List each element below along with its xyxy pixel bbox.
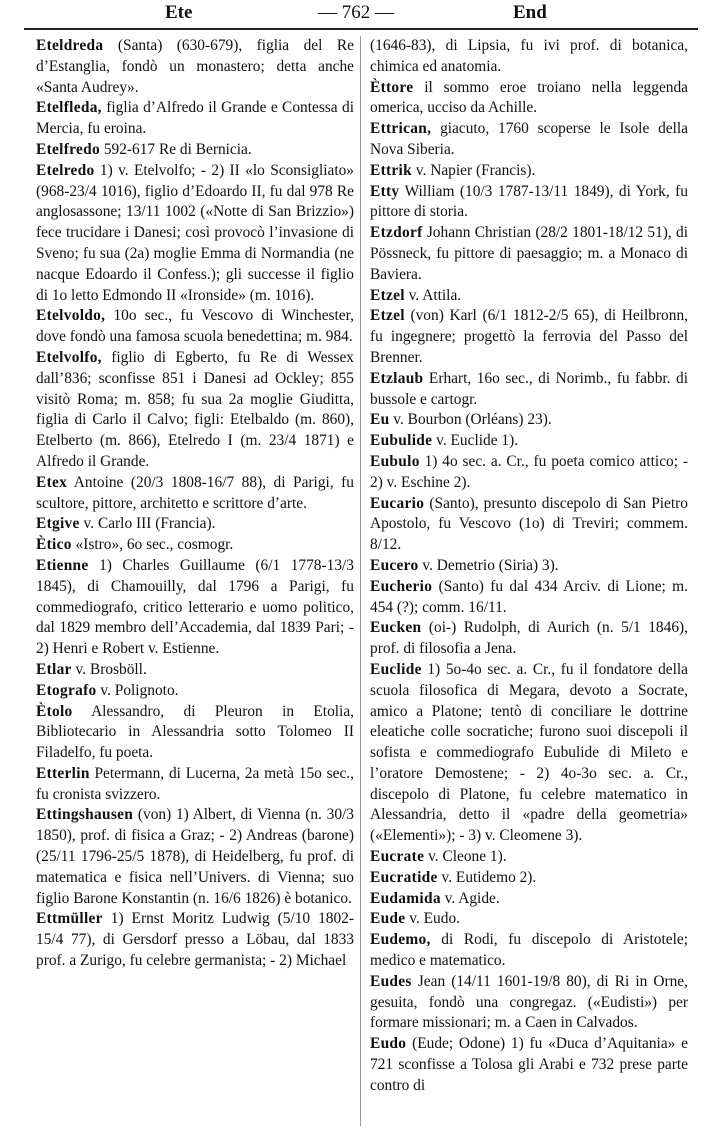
entry-headword: Etzlaub [370, 369, 424, 387]
dictionary-entry [36, 514, 354, 535]
dictionary-entry [36, 306, 354, 348]
entry-text: v. Euclide 1). [432, 432, 519, 450]
dictionary-entry [370, 223, 688, 285]
dictionary-entry [370, 161, 688, 182]
entry-headword: Eudemo, [370, 931, 431, 949]
dictionary-entry [370, 369, 688, 411]
entry-text: v. Bourbon (Orléans) 23). [389, 411, 552, 429]
entry-headword: Eudo [370, 1035, 407, 1053]
entry-headword: Eu [370, 411, 390, 429]
entry-text: il sommo eroe troiano nella leggenda omerica, ucciso da Achille. [370, 78, 688, 117]
dictionary-entry [370, 1034, 688, 1096]
entry-text: v. Eutidemo 2). [437, 868, 537, 886]
entry-text: 1) v. Etelvolfo; - 2) II «lo Sconsigliato» (968-23/4 1016), figlio d’Edoardo II, fu dal 978 Re anglosassone; 13/11 1002 («Notte di San Brizzio») fece trucidare i Danesi; così provocò l’invasione di Sveno; fu sua (2a) moglie Emma di Normandia (ne nacque Edoardo il Confess.); gli successe il figlio di 1o letto Edmondo II «Ironside» (m. 1016). [36, 161, 354, 304]
entry-headword: Eudamida [370, 889, 441, 907]
entry-headword: Eucario [370, 494, 425, 512]
entry-text: Jean (14/11 1601-19/8 80), di Ri in Orne, gesuita, fondò una congregaz. («Eudisti») per formare missionari; m. a Caen in Calvados. [370, 972, 688, 1032]
entry-text: figlia d’Alfredo il Grande e Contessa di Mercia, fu eroina. [36, 99, 354, 138]
dictionary-entry [36, 348, 354, 473]
dictionary-entry [370, 431, 688, 452]
dictionary-entry [36, 36, 354, 98]
entry-text: (Eude; Odone) 1) fu «Duca d’Aquitania» e 721 sconfisse a Tolosa gli Arabi e 732 prese parte contro di [370, 1035, 688, 1094]
dictionary-entry [370, 847, 688, 868]
entry-text: (Santo) fu dal 434 Arciv. di Lione; m. 454 (?); comm. 16/11. [370, 577, 688, 616]
entry-text: v. Attila. [404, 286, 462, 304]
entry-headword: Etgive [36, 515, 80, 533]
entry-headword: Euclide [370, 660, 422, 678]
entry-headword: Etex [36, 473, 68, 491]
entry-headword: Etterlin [36, 764, 90, 782]
dictionary-entry [370, 410, 688, 431]
entry-text: figlio di Egberto, fu Re di Wessex dall’836; sconfisse 851 i Danesi ad Ockley; 855 visitò Roma; m. 858; fu sua 2a moglie Giuditta, figlia di Carlo il Calvo; figli: Etelbaldo (m. 860), Etelberto (m. 866), Etelredo I (m. 23/4 1871) e Alfredo il Grande. [36, 348, 354, 470]
entry-headword: Ètolo [36, 702, 73, 720]
entry-text: v. Agide. [440, 889, 500, 907]
entry-headword: Etelfleda, [36, 99, 102, 117]
entry-headword: Ètico [36, 536, 72, 554]
entry-headword: Etelvolfo, [36, 348, 102, 366]
dictionary-entry [36, 909, 354, 971]
entry-text: v. Carlo III (Francia). [79, 515, 216, 533]
dictionary-entry [370, 972, 688, 1034]
entry-text: (1646-83), di Lipsia, fu ivi prof. di botanica, chimica ed anatomia. [370, 37, 688, 75]
dictionary-entry [36, 473, 354, 515]
dictionary-entry [370, 494, 688, 556]
header-right-guide-word: End [513, 2, 547, 23]
dictionary-entry [36, 805, 354, 909]
entry-headword: Èttore [370, 78, 414, 96]
entry-headword: Ettrik [370, 161, 412, 179]
header-rule [24, 28, 698, 30]
entry-text: v. Polignoto. [96, 681, 179, 699]
entry-text: Erhart, 16o sec., di Norimb., fu fabbr. di bussole e cartogr. [370, 369, 688, 408]
dictionary-entry [370, 306, 688, 368]
dictionary-entry [370, 286, 688, 307]
dictionary-entry [370, 930, 688, 972]
entry-headword: Ettingshausen [36, 806, 134, 824]
entry-headword: Eucken [370, 619, 422, 637]
entry-text: v. Eudo. [405, 910, 460, 928]
entry-headword: Eudes [370, 972, 412, 990]
entry-headword: Eteldreda [36, 37, 104, 54]
header-left-guide-word: Ete [165, 2, 193, 23]
dictionary-entry [36, 660, 354, 681]
entry-headword: Etienne [36, 556, 89, 574]
entry-text: v. Cleone 1). [424, 848, 507, 866]
entry-text: «Istro», 6o sec., cosmogr. [71, 536, 234, 554]
entry-text: (Santo), presunto discepolo di San Pietro Apostolo, fu Vescovo (1o) di Treviri; commem. 8/12. [370, 494, 688, 554]
entry-text: Johann Christian (28/2 1801-18/12 51), di Pössneck, fu pittore di paesaggio; m. a Monaco di Baviera. [370, 224, 688, 283]
entry-headword: Etlar [36, 660, 72, 678]
entry-text: 1) Charles Guillaume (6/1 1778-13/3 1845), di Chamouilly, dal 1796 a Parigi, fu commediografo, critico letterario e uomo politico, dal 1829 membro dell’Accademia, dal 1839 Pari; - 2) Henri e Robert v. Estienne. [36, 556, 354, 658]
dictionary-entry [370, 909, 688, 930]
entry-text: 1) Ernst Moritz Ludwig (5/10 1802-15/4 77), di Gersdorf presso a Löbau, dal 1833 prof. a Zurigo, fu celebre germanista; - 2) Michael [36, 910, 354, 970]
entry-text: (oi-) Rudolph, di Aurich (n. 5/1 1846), prof. di filosofia a Jena. [370, 619, 688, 658]
entry-text: di Rodi, fu discepolo di Aristotele; medico e matematico. [370, 931, 688, 970]
entry-text: 1) 4o sec. a. Cr., fu poeta comico attico; - 2) v. Eschine 2). [370, 452, 688, 491]
entry-headword: Etty [370, 182, 400, 200]
entry-text: v. Napier (Francis). [411, 161, 536, 179]
dictionary-entry [36, 161, 354, 307]
entry-headword: Etelredo [36, 161, 95, 179]
dictionary-entry [36, 98, 354, 140]
entry-headword: Eubulide [370, 432, 433, 450]
entry-text: v. Demetrio (Siria) 3). [418, 556, 559, 574]
entry-text: Petermann, di Lucerna, 2a metà 15o sec., fu cronista svizzero. [36, 764, 354, 803]
dictionary-entry [36, 535, 354, 556]
entry-text: William (10/3 1787-13/11 1849), di York, fu pittore di storia. [370, 182, 688, 221]
dictionary-entry [36, 681, 354, 702]
dictionary-entry [370, 182, 688, 224]
entry-headword: Eude [370, 910, 406, 928]
dictionary-entry [370, 452, 688, 494]
left-column [36, 36, 354, 972]
entry-text: Antoine (20/3 1808-16/7 88), di Parigi, fu scultore, pittore, architetto e scrittore d’arte. [36, 473, 354, 512]
page-number: — 762 — [318, 2, 394, 23]
entry-headword: Eucrate [370, 848, 425, 866]
dictionary-entry [370, 119, 688, 161]
entry-headword: Etzdorf [370, 224, 423, 242]
entry-text: 1) 5o-4o sec. a. Cr., fu il fondatore della scuola filosofica di Megara, devoto a Socrate, amico a Platone; tentò di conciliare le dottrine eleatiche colle socratiche; furono suoi discepoli il sofista e commediografo Eubulide di Mileto e l’oratore Demostene; - 2) 4o-3o sec. a. Cr., discepolo di Platone, fu celebre matematico in Alessandria, detto il «padre della geometria» («Elementi»); - 3) v. Cleomene 3). [370, 660, 688, 845]
entry-headword: Ettmüller [36, 910, 103, 928]
right-column [370, 36, 688, 1097]
column-divider [360, 36, 361, 1126]
dictionary-entry [370, 618, 688, 660]
dictionary-entry [370, 889, 688, 910]
entry-headword: Ettrican, [370, 120, 432, 138]
page-header [0, 0, 718, 28]
dictionary-entry [370, 660, 688, 847]
dictionary-entry [370, 556, 688, 577]
entry-text: 592-617 Re di Bernicia. [99, 140, 252, 158]
entry-headword: Eucratide [370, 868, 438, 886]
dictionary-entry [36, 764, 354, 806]
dictionary-entry [370, 577, 688, 619]
dictionary-entry [36, 556, 354, 660]
entry-headword: Eucherio [370, 577, 433, 595]
entry-headword: Etelvoldo, [36, 307, 106, 325]
entry-text: v. Brosböll. [71, 660, 147, 678]
entry-headword: Etzel [370, 286, 405, 304]
entry-text: (Santa) (630-679), figlia del Re d’Estanglia, fondò un monastero; detta anche «Santa Audrey». [36, 37, 354, 96]
dictionary-entry [370, 78, 688, 120]
dictionary-entry [36, 140, 354, 161]
dictionary-entry [370, 36, 688, 78]
dictionary-entry [36, 702, 354, 764]
entry-headword: Etelfredo [36, 140, 100, 158]
entry-headword: Etzel [370, 307, 405, 325]
entry-headword: Eucero [370, 556, 419, 574]
entry-text: (von) 1) Albert, di Vienna (n. 30/3 1850), prof. di fisica a Graz; - 2) Andreas (barone) (25/11 1796-25/5 1878), di Heidelberg, fu prof. di matematica e fisica nell’Univers. di Vienna; suo figlio Barone Konstantin (n. 16/6 1826) è botanico. [36, 806, 354, 907]
entry-text: (von) Karl (6/1 1812-2/5 65), di Heilbronn, fu ingegnere; progettò la ferrovia del Passo del Brenner. [370, 307, 688, 366]
entry-text: giacuto, 1760 scoperse le Isole della Nova Siberia. [370, 120, 688, 158]
entry-headword: Etografo [36, 681, 97, 699]
entry-text: 10o sec., fu Vescovo di Winchester, dove fondò una famosa scuola benedettina; m. 984. [36, 307, 354, 346]
dictionary-entry [370, 868, 688, 889]
entry-text: Alessandro, di Pleuron in Etolia, Bibliotecario in Alessandria sotto Tolomeo II Filadelfo, fu poeta. [36, 702, 354, 762]
entry-headword: Eubulo [370, 452, 420, 470]
